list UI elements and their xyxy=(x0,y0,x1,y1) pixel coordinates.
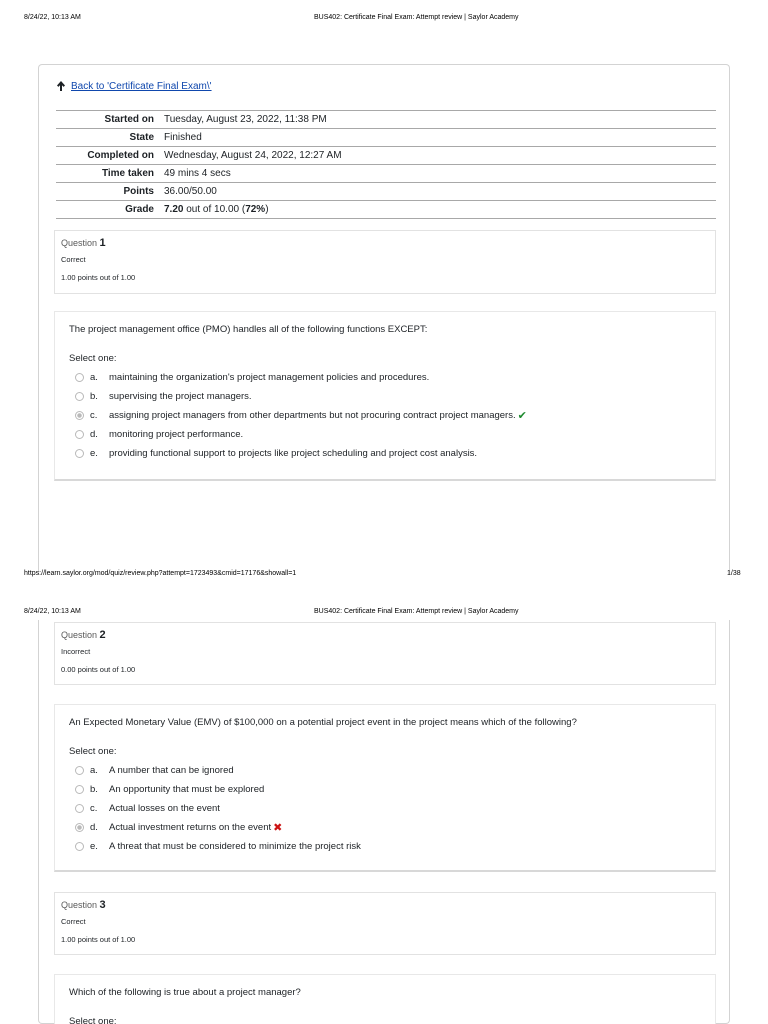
attempt-summary-table xyxy=(56,110,716,219)
summary-value: Tuesday, August 23, 2022, 11:38 PM xyxy=(164,114,327,125)
answer-radio[interactable] xyxy=(75,373,84,382)
grade-value xyxy=(160,201,716,219)
print-footer-url: https://learn.saylor.org/mod/quiz/review.php?attempt=1723493&cmid=17176&showall=1 xyxy=(24,570,297,577)
back-link-text[interactable]: Back to 'Certificate Final Exam\' xyxy=(71,80,212,92)
answer-radio[interactable] xyxy=(75,430,84,439)
print-header-title: BUS402: Certificate Final Exam: Attempt review | Saylor Academy xyxy=(314,608,519,615)
grade-close: ) xyxy=(265,204,269,215)
arrow-up-icon xyxy=(56,80,66,92)
select-one-prompt: Select one: xyxy=(69,746,117,757)
answer-text: supervising the project managers. xyxy=(109,391,252,402)
answer-letter: b. xyxy=(90,391,98,402)
select-one-prompt: Select one: xyxy=(69,1016,117,1024)
cross-mark-icon: ✖ xyxy=(273,822,283,834)
question-info xyxy=(54,892,716,955)
grade-out-of: out of 10.00 ( xyxy=(183,204,246,215)
question-number xyxy=(61,629,715,641)
question-content xyxy=(54,704,716,872)
question-number-value: 2 xyxy=(99,629,106,641)
answer-letter: e. xyxy=(90,448,98,459)
check-mark-icon: ✔ xyxy=(517,410,527,422)
summary-label: State xyxy=(129,132,154,143)
summary-label: Started on xyxy=(104,114,154,125)
answer-radio-selected[interactable] xyxy=(75,411,84,420)
summary-row xyxy=(56,165,716,183)
answer-option xyxy=(75,387,715,406)
back-link[interactable] xyxy=(56,80,212,92)
answer-option xyxy=(75,818,715,837)
question-text: The project management office (PMO) handles all of the following functions EXCEPT: xyxy=(69,324,428,335)
answer-option xyxy=(75,761,715,780)
summary-row xyxy=(56,147,716,165)
answer-option xyxy=(75,444,715,463)
print-header-title: BUS402: Certificate Final Exam: Attempt review | Saylor Academy xyxy=(314,14,519,21)
question-number xyxy=(61,899,715,911)
question-number-value: 1 xyxy=(99,237,106,249)
question-text: An Expected Monetary Value (EMV) of $100,000 on a potential project event in the project means which of the following? xyxy=(69,717,577,728)
answer-letter: c. xyxy=(90,803,98,814)
summary-value: Finished xyxy=(164,132,202,143)
answer-text: An opportunity that must be explored xyxy=(109,784,265,795)
question-number-value: 3 xyxy=(99,899,106,911)
summary-row xyxy=(56,111,716,129)
answer-letter: c. xyxy=(90,410,98,421)
question-grade: 1.00 points out of 1.00 xyxy=(61,273,136,282)
print-header-datetime: 8/24/22, 10:13 AM xyxy=(24,14,81,21)
answer-radio[interactable] xyxy=(75,785,84,794)
summary-value: Wednesday, August 24, 2022, 12:27 AM xyxy=(164,150,342,161)
question-state: Incorrect xyxy=(61,647,91,656)
question-info xyxy=(54,230,716,294)
answer-letter: a. xyxy=(90,372,98,383)
answer-text: monitoring project performance. xyxy=(109,429,244,440)
answer-text: Actual losses on the event xyxy=(109,803,220,814)
grade-label: Grade xyxy=(125,204,154,215)
answer-letter: d. xyxy=(90,429,98,440)
question-state: Correct xyxy=(61,255,86,264)
answer-option xyxy=(75,368,715,387)
question-content xyxy=(54,311,716,481)
summary-label: Points xyxy=(123,186,154,197)
question-label: Question xyxy=(61,630,98,640)
answer-text: Actual investment returns on the event xyxy=(109,822,272,833)
answer-option xyxy=(75,780,715,799)
answer-text: providing functional support to projects like project scheduling and project cost analysis. xyxy=(109,448,478,459)
answer-text: A threat that must be considered to minimize the project risk xyxy=(109,841,361,852)
question-label: Question xyxy=(61,238,98,248)
summary-label: Completed on xyxy=(87,150,154,161)
summary-row xyxy=(56,129,716,147)
answer-option xyxy=(75,837,715,856)
answer-letter: a. xyxy=(90,765,98,776)
summary-row xyxy=(56,183,716,201)
answer-list xyxy=(69,761,715,856)
question-grade: 0.00 points out of 1.00 xyxy=(61,665,136,674)
grade-row xyxy=(56,201,716,219)
question-grade: 1.00 points out of 1.00 xyxy=(61,935,136,944)
summary-value: 49 mins 4 secs xyxy=(164,168,231,179)
summary-label: Time taken xyxy=(101,168,154,179)
answer-letter: e. xyxy=(90,841,98,852)
grade-percent: 72% xyxy=(245,204,266,215)
question-number xyxy=(61,237,715,249)
summary-value: 36.00/50.00 xyxy=(164,186,217,197)
grade-score: 7.20 xyxy=(164,204,184,215)
question-info xyxy=(54,622,716,685)
answer-letter: d. xyxy=(90,822,98,833)
answer-radio-selected[interactable] xyxy=(75,823,84,832)
question-content xyxy=(54,974,716,1024)
select-one-prompt: Select one: xyxy=(69,353,117,364)
question-label: Question xyxy=(61,900,98,910)
answer-option xyxy=(75,425,715,444)
print-footer-page: 1/38 xyxy=(727,570,741,577)
answer-letter: b. xyxy=(90,784,98,795)
answer-radio[interactable] xyxy=(75,766,84,775)
answer-radio[interactable] xyxy=(75,449,84,458)
answer-text: maintaining the organization's project management policies and procedures. xyxy=(109,372,430,383)
answer-radio[interactable] xyxy=(75,392,84,401)
question-text: Which of the following is true about a project manager? xyxy=(69,987,301,998)
print-header-datetime: 8/24/22, 10:13 AM xyxy=(24,608,81,615)
answer-option xyxy=(75,799,715,818)
answer-list xyxy=(69,368,715,463)
answer-text: assigning project managers from other departments but not procuring contract project managers. xyxy=(109,410,516,421)
question-state: Correct xyxy=(61,917,86,926)
answer-option xyxy=(75,406,715,425)
answer-radio[interactable] xyxy=(75,804,84,813)
answer-radio[interactable] xyxy=(75,842,84,851)
answer-text: A number that can be ignored xyxy=(109,765,234,776)
